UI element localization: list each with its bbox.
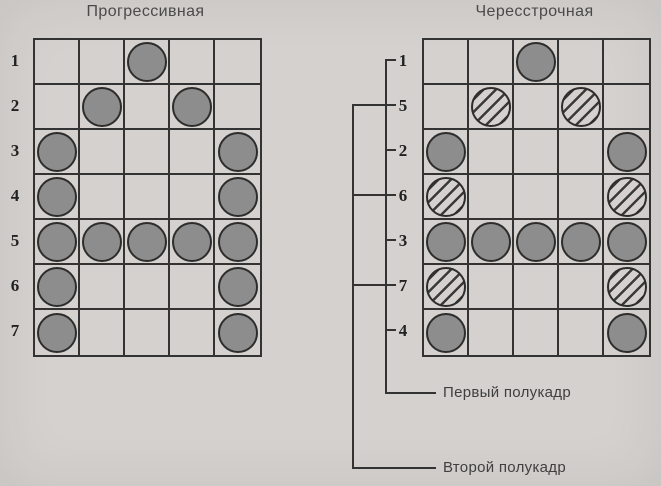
pixel-dot-solid [37,222,77,262]
grid-cell [125,130,170,175]
pixel-dot-solid [218,177,258,217]
pixel-dot-hatched [426,267,466,307]
second-field-bracket-line [352,104,354,469]
pixel-dot-solid [37,177,77,217]
grid-cell [469,265,514,310]
pixel-dot-solid [218,132,258,172]
tick-row-5 [352,104,396,106]
pixel-dot-solid [172,222,212,262]
row-label: 3 [10,141,20,160]
grid-cell [469,130,514,175]
grid-cell [215,220,260,265]
pixel-dot-hatched [471,87,511,127]
pixel-dot-solid [607,132,647,172]
first-field-bracket-line [385,59,387,394]
row-label: 4 [398,321,408,340]
grid-cell [604,40,649,85]
tick-row-2 [385,149,396,151]
grid-cell [604,310,649,355]
grid-cell [170,40,215,85]
grid-cell [125,310,170,355]
grid-cell [424,265,469,310]
row-label: 1 [10,51,20,70]
grid-cell [604,265,649,310]
pixel-dot-solid [426,313,466,353]
pixel-dot-hatched [607,177,647,217]
grid-cell [170,220,215,265]
progressive-title: Прогрессивная [86,3,205,20]
grid-cell [215,130,260,175]
pixel-dot-solid [82,87,122,127]
grid-cell [469,220,514,265]
pixel-dot-solid [82,222,122,262]
row-label: 2 [10,96,20,115]
row-label: 6 [398,186,408,205]
pixel-dot-solid [37,313,77,353]
grid-cell [215,40,260,85]
pixel-dot-solid [516,222,556,262]
grid-cell [514,265,559,310]
row-label: 5 [10,231,20,250]
grid-cell [170,175,215,220]
grid-cell [80,130,125,175]
row-label: 7 [398,276,408,295]
grid-cell [559,130,604,175]
second-field-leader-line [352,467,436,469]
grid-cell [125,220,170,265]
tick-row-3 [385,239,396,241]
grid-cell [215,175,260,220]
grid-cell [35,85,80,130]
grid-cell [469,85,514,130]
tick-row-1 [385,59,396,61]
row-label: 1 [398,51,408,70]
pixel-dot-solid [127,42,167,82]
pixel-dot-solid [218,267,258,307]
pixel-dot-solid [471,222,511,262]
pixel-dot-solid [607,313,647,353]
grid-cell [424,310,469,355]
grid-cell [170,310,215,355]
grid-cell [125,175,170,220]
grid-cell [469,310,514,355]
grid-cell [80,310,125,355]
row-label: 6 [10,276,20,295]
pixel-dot-hatched [426,177,466,217]
grid-cell [424,130,469,175]
grid-cell [604,220,649,265]
grid-cell [35,130,80,175]
grid-cell [215,85,260,130]
grid-cell [80,175,125,220]
tick-row-4 [385,329,396,331]
grid-cell [424,40,469,85]
grid-cell [35,40,80,85]
grid-cell [559,220,604,265]
first-field-label: Первый полукадр [443,384,571,401]
grid-cell [514,85,559,130]
grid-cell [35,175,80,220]
grid-cell [215,310,260,355]
pixel-dot-solid [37,132,77,172]
pixel-dot-hatched [607,267,647,307]
pixel-dot-solid [218,222,258,262]
interlaced-title: Чересстрочная [475,3,594,20]
grid-cell [469,40,514,85]
pixel-dot-solid [218,313,258,353]
pixel-dot-hatched [561,87,601,127]
grid-cell [424,85,469,130]
first-field-leader-line [385,392,436,394]
grid-cell [80,265,125,310]
pixel-dot-solid [607,222,647,262]
grid-cell [125,265,170,310]
grid-cell [424,175,469,220]
grid-cell [170,85,215,130]
pixel-dot-solid [172,87,212,127]
pixel-dot-solid [37,267,77,307]
grid-cell [35,265,80,310]
grid-cell [35,310,80,355]
grid-cell [469,175,514,220]
row-label: 3 [398,231,408,250]
row-label: 7 [10,321,20,340]
pixel-dot-solid [561,222,601,262]
grid-cell [514,175,559,220]
second-field-label: Второй полукадр [443,459,566,476]
pixel-dot-solid [516,42,556,82]
grid-cell [559,265,604,310]
grid-cell [215,265,260,310]
row-label: 2 [398,141,408,160]
row-label: 5 [398,96,408,115]
pixel-dot-solid [426,132,466,172]
tick-row-6 [352,194,396,196]
tick-row-7 [352,284,396,286]
grid-cell [559,40,604,85]
grid-cell [125,85,170,130]
row-label: 4 [10,186,20,205]
interlaced-grid [422,38,651,357]
pixel-dot-solid [426,222,466,262]
grid-cell [514,310,559,355]
grid-cell [604,130,649,175]
grid-cell [80,40,125,85]
grid-cell [514,130,559,175]
grid-cell [80,220,125,265]
grid-cell [424,220,469,265]
grid-cell [80,85,125,130]
grid-cell [35,220,80,265]
pixel-dot-solid [127,222,167,262]
grid-cell [514,40,559,85]
grid-cell [514,220,559,265]
grid-cell [170,265,215,310]
grid-cell [170,130,215,175]
grid-cell [559,85,604,130]
grid-cell [125,40,170,85]
grid-cell [559,310,604,355]
progressive-grid [33,38,262,357]
grid-cell [604,175,649,220]
grid-cell [559,175,604,220]
grid-cell [604,85,649,130]
